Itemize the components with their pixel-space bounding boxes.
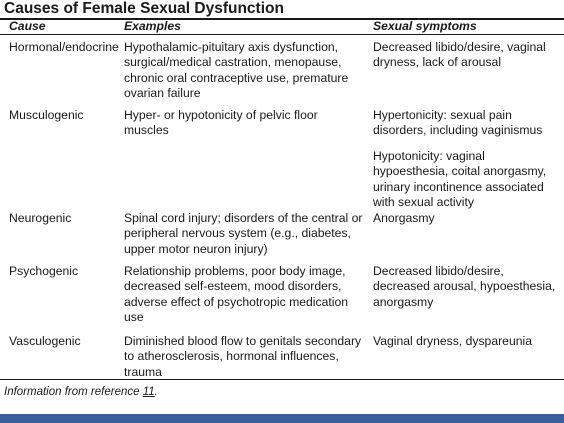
examples-line: muscles <box>124 123 169 138</box>
symptoms-line: dryness, lack of arousal <box>373 55 502 70</box>
top-rule <box>0 18 564 20</box>
cause-cell: Vasculogenic <box>9 334 81 348</box>
source-note <box>4 385 158 400</box>
source-note-suffix: . <box>154 386 158 398</box>
header-rule <box>0 34 564 35</box>
cause-cell: Psychogenic <box>9 264 79 278</box>
examples-line: surgical/medical castration, menopause, <box>124 55 342 70</box>
examples-line: ovarian failure <box>124 86 201 101</box>
symptoms-cell <box>373 264 555 310</box>
symptoms-cell <box>373 211 435 226</box>
examples-line: adverse effect of psychotropic medication <box>124 294 349 309</box>
examples-line: Hyper- or hypotonicity of pelvic floor <box>124 108 318 122</box>
symptoms-line: hypoesthesia, coital anorgasmy, <box>373 164 547 179</box>
symptoms-line: Vaginal dryness, dyspareunia <box>373 334 532 348</box>
examples-line: Relationship problems, poor body image, <box>124 264 346 278</box>
examples-cell <box>124 40 348 102</box>
examples-cell <box>124 334 361 380</box>
source-note-prefix: Information from reference <box>4 386 143 398</box>
header-cause: Cause <box>9 19 46 33</box>
table-title: Causes of Female Sexual Dysfunction <box>4 0 284 17</box>
examples-line: peripheral nervous system (e.g., diabetes, <box>124 226 351 241</box>
examples-line: Spinal cord injury; disorders of the central or <box>124 211 363 225</box>
examples-line: decreased self-esteem, mood disorders, <box>124 279 342 294</box>
symptoms-line: with sexual activity <box>373 195 474 210</box>
symptoms-line: disorders, including vaginismus <box>373 123 543 138</box>
symptoms-cell <box>373 108 542 139</box>
symptoms-line: Decreased libido/desire, <box>373 264 504 278</box>
examples-cell <box>124 108 318 139</box>
header-examples: Examples <box>124 19 181 33</box>
examples-cell <box>124 211 362 257</box>
examples-line: chronic oral contraceptive use, premature <box>124 70 349 85</box>
bottom-accent-bar <box>0 414 564 423</box>
symptoms-line: Decreased libido/desire, vaginal <box>373 40 546 54</box>
cause-cell: Musculogenic <box>9 108 84 122</box>
cause-cell: Hormonal/endocrine <box>9 40 119 54</box>
examples-line: to atherosclerosis, hormonal influences, <box>124 349 339 364</box>
symptoms-line: urinary incontinence associated <box>373 179 544 194</box>
symptoms-line: Anorgasmy <box>373 211 435 225</box>
header-symptoms: Sexual symptoms <box>373 19 477 33</box>
symptoms-cell <box>373 334 532 349</box>
examples-line: Hypothalamic-pituitary axis dysfunction, <box>124 40 339 54</box>
footer-rule <box>0 379 564 380</box>
symptoms-line: Hypertonicity: sexual pain <box>373 108 512 122</box>
examples-cell <box>124 264 348 326</box>
symptoms-cell-secondary <box>373 149 546 211</box>
symptoms-line: decreased arousal, hypoesthesia, <box>373 279 556 294</box>
examples-line: upper motor neuron injury) <box>124 241 268 256</box>
reference-link[interactable]: 11 <box>142 386 155 398</box>
examples-line: trauma <box>124 364 162 379</box>
symptoms-cell <box>373 40 546 71</box>
examples-line: use <box>124 310 144 325</box>
examples-line: Diminished blood flow to genitals secondary <box>124 334 362 348</box>
symptoms-line: Hypotonicity: vaginal <box>373 149 485 163</box>
cause-cell: Neurogenic <box>9 211 72 225</box>
symptoms-line: anorgasmy <box>373 294 434 309</box>
